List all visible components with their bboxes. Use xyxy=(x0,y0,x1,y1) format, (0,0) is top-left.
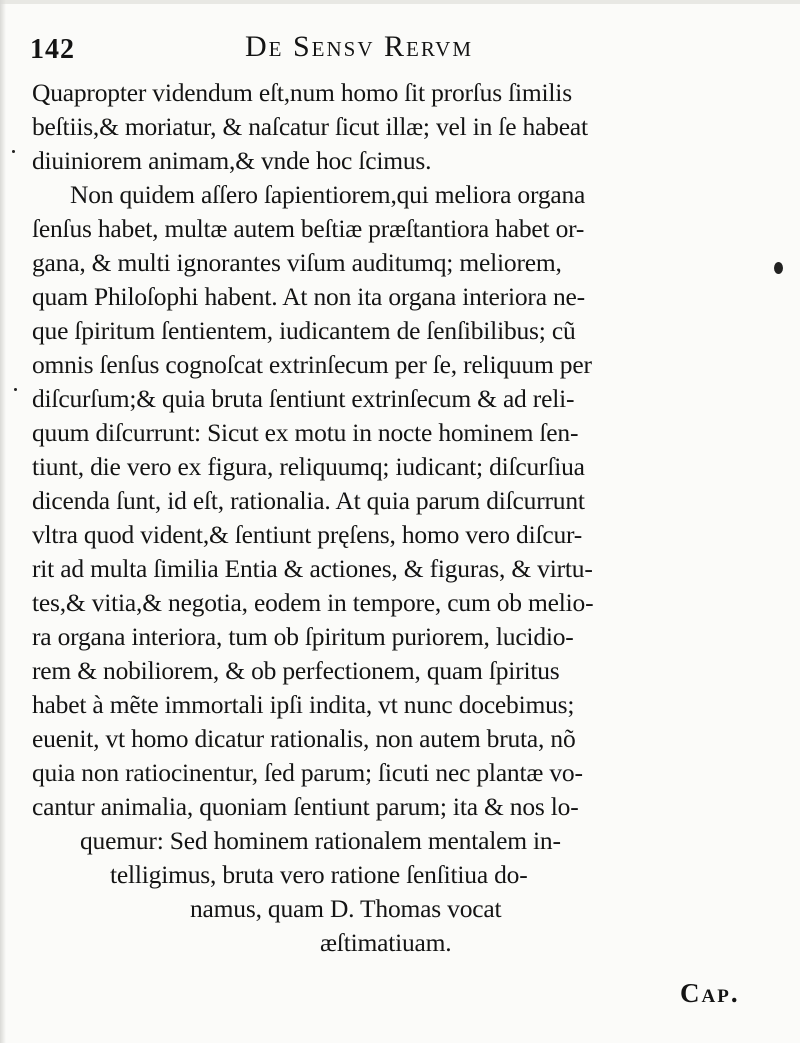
text-line: rit ad multa ſimilia Entia & actiones, & figuras, & virtu- xyxy=(32,554,593,583)
centered-line: telligimus, bruta vero ratione ſenſitiua do- xyxy=(110,860,528,889)
centered-line: æſtimatiuam. xyxy=(320,928,452,957)
text-line: tes,& vitia,& negotia, eodem in tempore, cum ob melio- xyxy=(32,588,594,617)
text-line: habet à mẽte immortali ipſi indita, vt nunc docebimus; xyxy=(32,690,575,719)
text-line: beſtiis,& moriatur, & naſcatur ſicut illæ; vel in ſe habeat xyxy=(32,112,588,141)
ink-speck xyxy=(12,150,15,153)
text-line: dicenda ſunt, id eſt, rationalia. At quia parum diſcurrunt xyxy=(32,486,585,515)
ink-speck xyxy=(774,262,783,274)
text-line: quum diſcurrunt: Sicut ex motu in nocte hominem ſen- xyxy=(32,418,579,447)
text-line: euenit, vt homo dicatur rationalis, non autem bruta, nõ xyxy=(32,724,576,753)
text-line: omnis ſenſus cognoſcat extrinſecum per ſe, reliquum per xyxy=(32,350,592,379)
text-line: gana, & multi ignorantes viſum auditumq; meliorem, xyxy=(32,248,562,277)
centered-line: namus, quam D. Thomas vocat xyxy=(190,894,502,923)
text-line: diuiniorem animam,& vnde hoc ſcimus. xyxy=(32,146,432,175)
text-line: diſcurſum;& quia bruta ſentiunt extrinſecum & ad reli- xyxy=(32,384,575,413)
text-line: tiunt, die vero ex figura, reliquumq; iudicant; diſcurſiua xyxy=(32,452,585,481)
text-line: vltra quod vident,& ſentiunt pręſens, homo vero diſcur- xyxy=(32,520,583,549)
paragraph-first-line: Non quidem aſſero ſapientiorem,qui meliora organa xyxy=(70,180,586,209)
text-line: Quapropter videndum eſt,num homo ſit prorſus ſimilis xyxy=(32,78,572,107)
text-line: ſenſus habet, multæ autem beſtiæ præſtantiora habet or- xyxy=(32,214,585,243)
text-line: ra organa interiora, tum ob ſpiritum puriorem, lucidio- xyxy=(32,622,574,651)
text-line: rem & nobiliorem, & ob perfectionem, quam ſpiritus xyxy=(32,656,560,685)
page-left-edge xyxy=(0,0,6,1043)
text-line: que ſpiritum ſentientem, iudicantem de ſenſibilibus; cũ xyxy=(32,316,576,345)
text-line: quam Philoſophi habent. At non ita organa interiora ne- xyxy=(32,282,585,311)
ink-speck xyxy=(14,388,17,391)
text-line: cantur animalia, quoniam ſentiunt parum; ita & nos lo- xyxy=(32,792,579,821)
centered-line: quemur: Sed hominem rationalem mentalem in- xyxy=(80,826,561,855)
running-head: De Sensv Rervm xyxy=(245,30,474,63)
catchword: Cap. xyxy=(680,978,740,1008)
page-number: 142 xyxy=(30,34,75,65)
text-line: quia non ratiocinentur, ſed parum; ſicuti nec plantæ vo- xyxy=(32,758,583,787)
page-top-edge xyxy=(0,0,800,4)
